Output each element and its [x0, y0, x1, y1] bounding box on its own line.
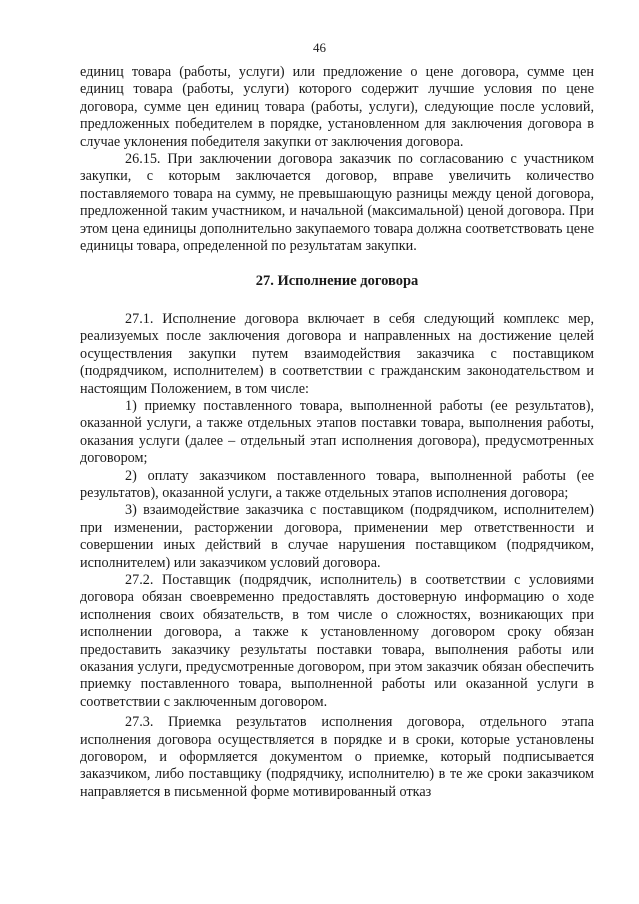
list-item-3: 3) взаимодействие заказчика с поставщиком (подрядчиком, исполнителем) при изменении, расторжении договора, применении мер ответственности и совершении иных действий в случае нарушения поставщиком (подрядчиком, исполнителем) или заказчиком условий договора.: [80, 502, 594, 571]
paragraph-27-2: 27.2. Поставщик (подрядчик, исполнитель) в соответствии с условиями договора обязан своевременно предоставлять достоверную информацию о ходе исполнения своих обязательств, в том числе о сложностях, возникающих при исполнении договора, а также к установленному договором сроку обязан предоставить заказчику результаты поставки товара, выполнения работы или оказания услуги, предусмотренные договором, при этом заказчик обязан обеспечить приемку поставленного товара, выполненной работы или оказанной услуги в соответствии с заключенным договором.: [80, 571, 594, 710]
paragraph-continuation: единиц товара (работы, услуги) или предложение о цене договора, сумме цен единиц товара (работы, услуги) которого содержит лучшие условия по цене договора, сумме цен единиц товара (работы, услуги), следующие после условий, предложенных победителем в порядке, установленном для заключения договора в случае уклонения победителя закупки от заключения договора.: [80, 64, 594, 150]
paragraph-27-1: 27.1. Исполнение договора включает в себя следующий комплекс мер, реализуемых после заключения договора и направленных на достижение целей осуществления закупки путем взаимодействия заказчика с поставщиком (подрядчиком, исполнителем) в соответствии с гражданским законодательством и настоящим Положением, в том числе:: [80, 310, 594, 397]
list-item-1: 1) приемку поставленного товара, выполненной работы (ее результатов), оказанной услуги, а также отдельных этапов поставки товара, выполнения работы, оказания услуги (далее – отдельный этап исполнения договора), предусмотренных договором;: [80, 397, 594, 467]
page-number: 46: [313, 40, 326, 55]
paragraph-26-15: 26.15. При заключении договора заказчик по согласованию с участником закупки, с которым заключается договор, вправе увеличить количество поставляемого товара на сумму, не превышающую разницы между ценой договора, предложенной таким участником, и начальной (максимальной) ценой договора. При этом цена единицы дополнительно закупаемого товара должна соответствовать цене единицы товара, определенной по результатам закупки.: [80, 151, 594, 255]
section-heading-27: 27. Исполнение договора: [255, 273, 419, 290]
list-item-2: 2) оплату заказчиком поставленного товара, выполненной работы (ее результатов), оказанной услуги, а также отдельных этапов исполнения договора;: [80, 467, 594, 501]
document-body: [80, 64, 594, 801]
paragraph-27-3: 27.3. Приемка результатов исполнения договора, отдельного этапа исполнения договора осуществляется в порядке и в сроки, которые установлены договором, и оформляется документом о приемке, который подписывается заказчиком, либо поставщику (подрядчику, исполнителю) в те же сроки заказчиком направляется в письменной форме мотивированный отказ: [80, 714, 594, 800]
